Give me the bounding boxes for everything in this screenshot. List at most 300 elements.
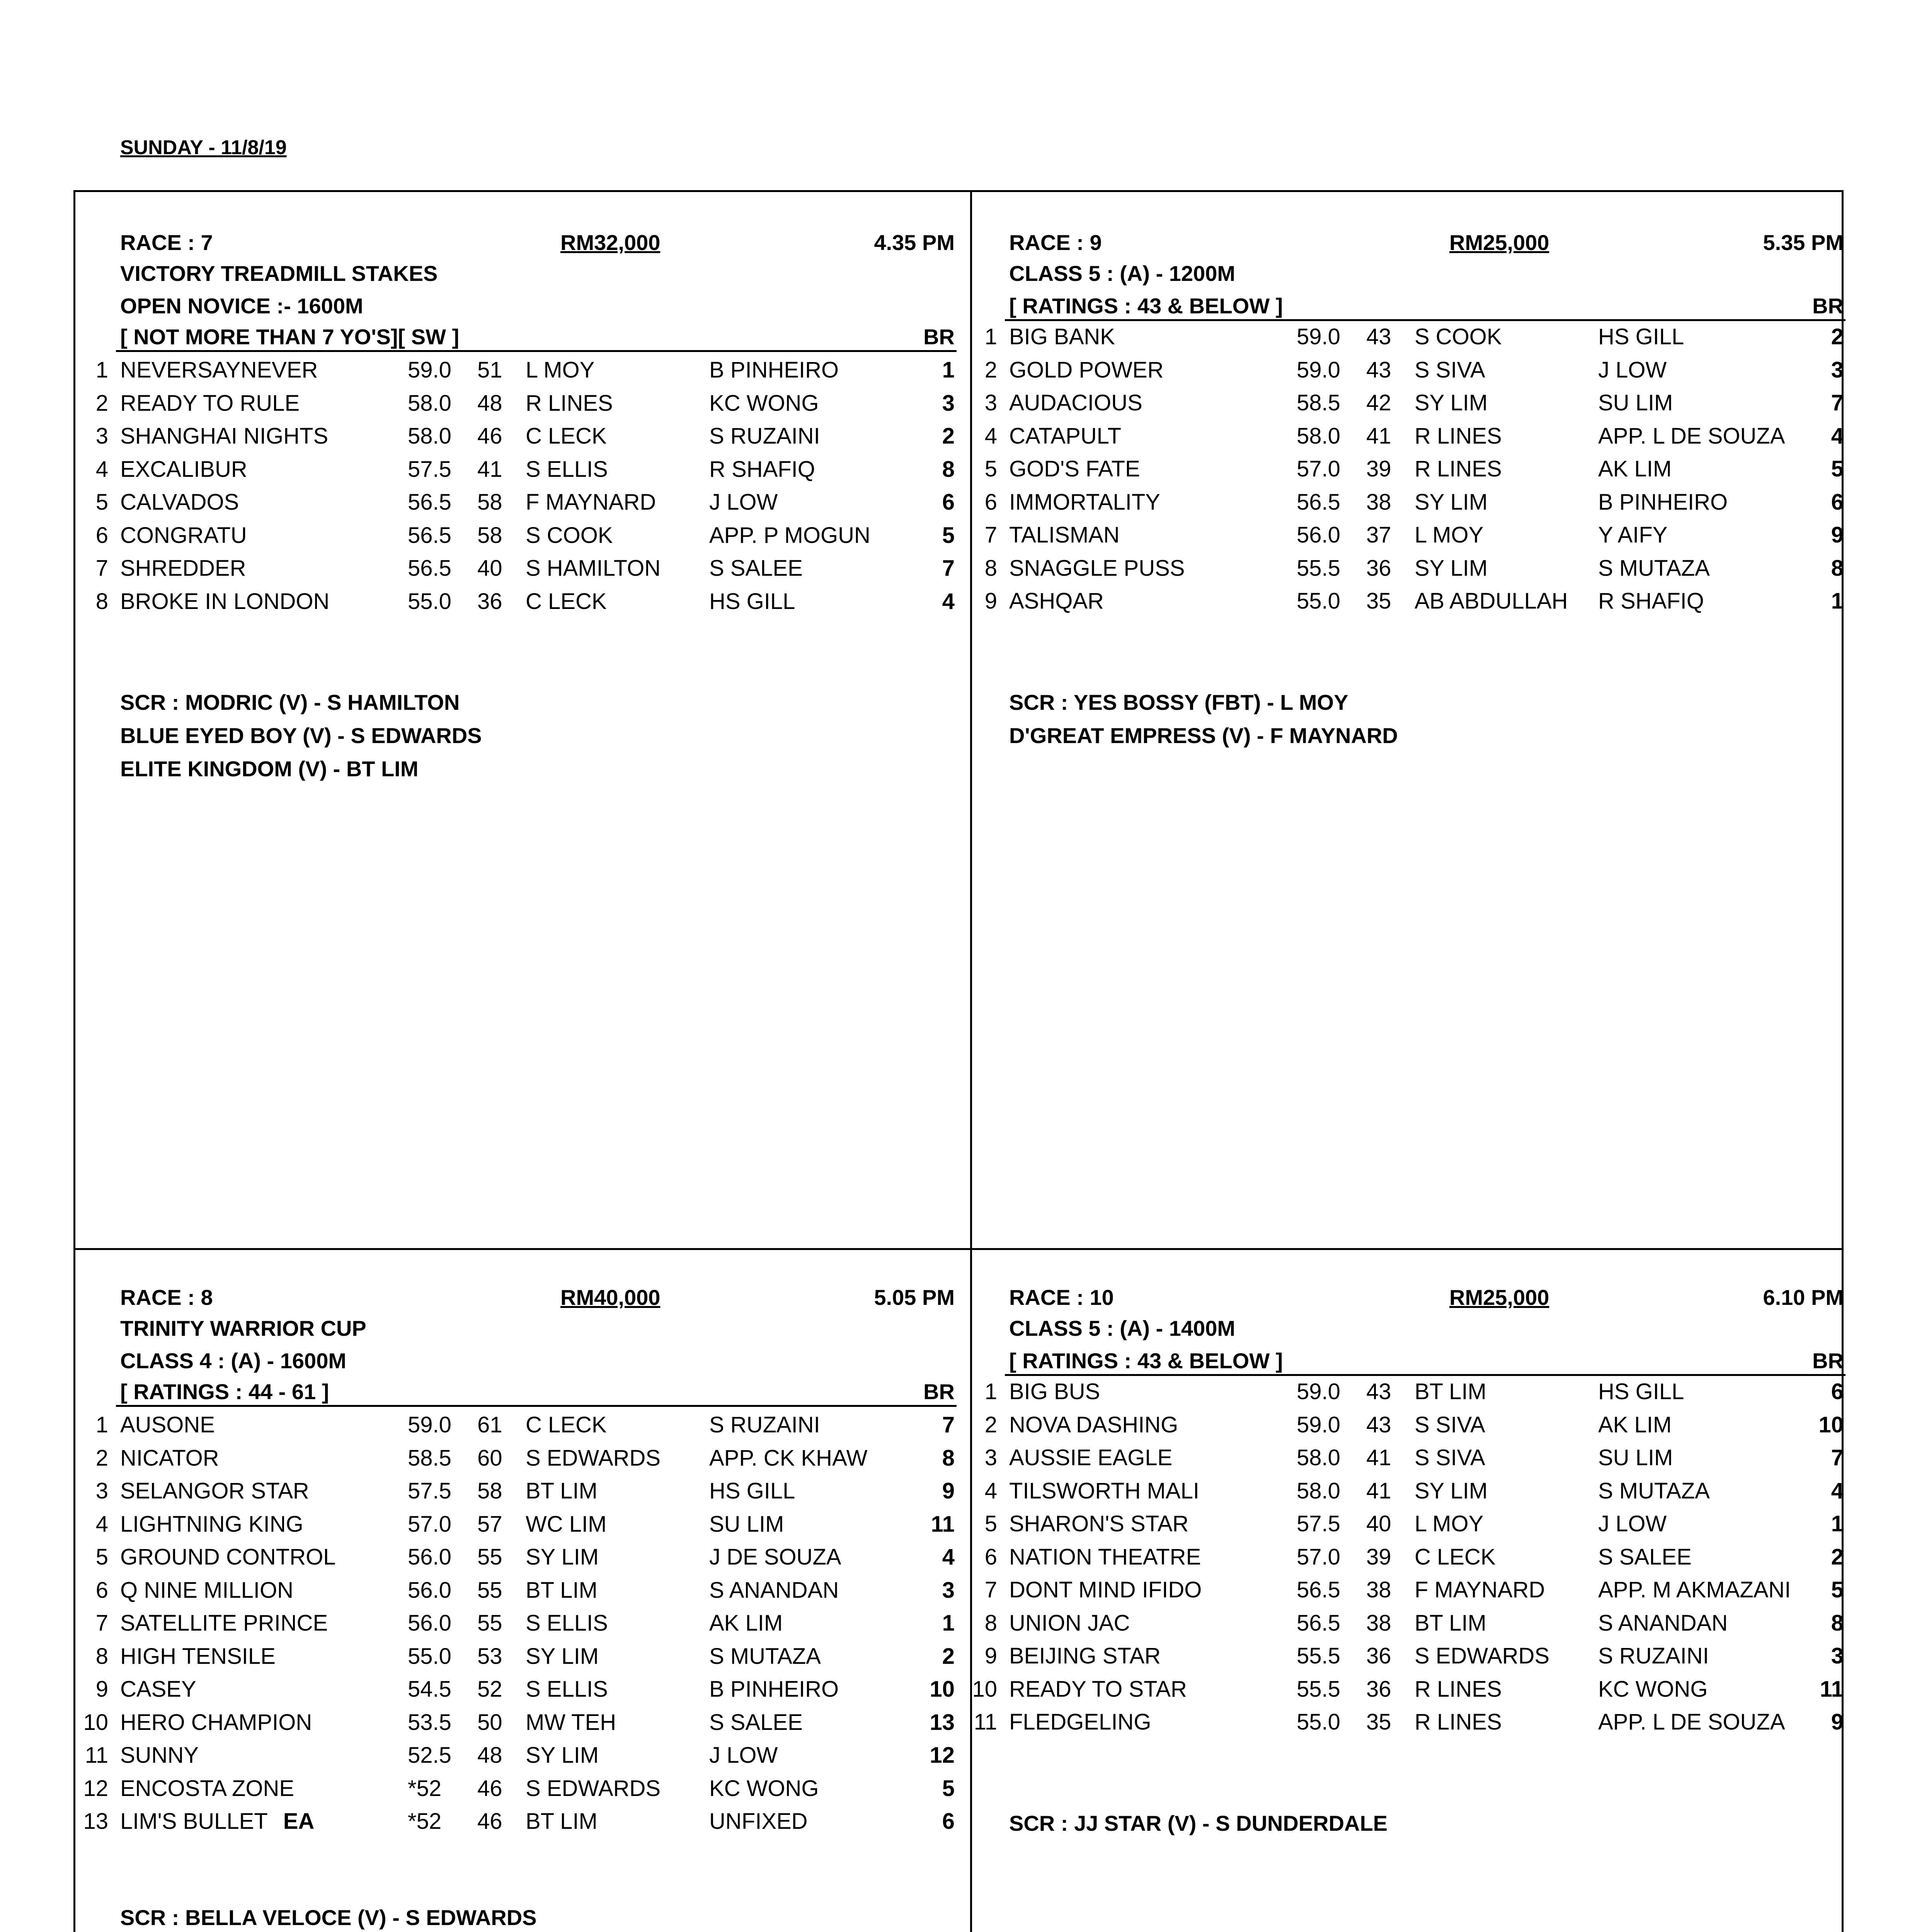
barrier: 6 [1831, 1379, 1844, 1404]
horse-name: SHARON'S STAR [1009, 1511, 1189, 1536]
barrier: 5 [1831, 1577, 1844, 1602]
horse-name: READY TO STAR [1009, 1676, 1187, 1702]
header-underline [116, 1405, 957, 1407]
header-underline [1005, 1374, 1845, 1376]
jockey: S EDWARDS [526, 1445, 661, 1471]
entry-number: 4 [984, 1478, 997, 1503]
jockey: SY LIM [526, 1743, 599, 1768]
barrier: 3 [1831, 357, 1844, 383]
entry-number: 4 [95, 456, 108, 482]
entry-number: 9 [984, 1643, 997, 1668]
barrier: 1 [942, 357, 955, 383]
barrier: 5 [1831, 456, 1844, 481]
trainer: AK LIM [709, 1611, 783, 1636]
horse-name: HERO CHAMPION [120, 1709, 312, 1735]
trainer: S SALEE [709, 556, 803, 581]
entry-row [889, 1442, 1855, 1473]
entry-number: 13 [83, 1809, 108, 1834]
jockey: C LECK [1415, 1544, 1496, 1570]
barrier: 4 [1831, 1478, 1844, 1503]
barrier: 4 [942, 588, 955, 614]
horse-name: FLEDGELING [1009, 1709, 1151, 1735]
entry-row [0, 586, 966, 617]
weight: 57.0 [1297, 456, 1340, 481]
entry-row [889, 1376, 1855, 1407]
trainer: SU LIM [709, 1511, 784, 1537]
trainer: AK LIM [1598, 1412, 1672, 1437]
entry-number: 10 [972, 1676, 997, 1702]
jockey: SY LIM [526, 1643, 599, 1669]
race-time: 6.10 PM [1763, 1285, 1844, 1310]
entry-row [0, 388, 966, 419]
horse-name: SNAGGLE PUSS [1009, 555, 1185, 581]
rating: 36 [1366, 555, 1391, 581]
entry-row [0, 1773, 966, 1804]
weight: 56.5 [408, 522, 451, 548]
weight: 56.5 [408, 556, 451, 581]
rating: 36 [477, 588, 502, 614]
rating: 41 [1366, 1445, 1391, 1470]
entry-number: 1 [95, 1412, 108, 1437]
trainer: APP. P MOGUN [709, 522, 870, 548]
entry-number: 5 [95, 1544, 108, 1570]
jockey: F MAYNARD [1415, 1577, 1545, 1602]
scratching-line: ELITE KINGDOM (V) - BT LIM [120, 757, 419, 781]
jockey: S ELLIS [526, 456, 608, 482]
rating: 50 [477, 1709, 502, 1735]
trainer: KC WONG [1598, 1676, 1708, 1702]
jockey: S SIVA [1415, 357, 1485, 383]
jockey: AB ABDULLAH [1415, 588, 1568, 614]
horse-name: AUDACIOUS [1009, 390, 1142, 415]
barrier: 5 [942, 1776, 955, 1801]
weight: 55.0 [1297, 1709, 1340, 1735]
barrier: 6 [1831, 489, 1844, 515]
entry-number: 1 [984, 1379, 997, 1404]
trainer: UNFIXED [709, 1809, 808, 1834]
barrier: 8 [1831, 1610, 1844, 1636]
rating: 41 [477, 456, 502, 482]
entry-row [0, 355, 966, 386]
trainer: APP. M AKMAZANI [1598, 1577, 1791, 1602]
rating: 48 [477, 1743, 502, 1768]
entry-row [889, 487, 1855, 518]
entry-row [0, 1509, 966, 1540]
entry-number: 11 [85, 1743, 108, 1768]
weight: 59.0 [1297, 1412, 1340, 1437]
weight: 57.0 [1297, 1544, 1340, 1570]
page-date: SUNDAY - 11/8/19 [120, 136, 287, 159]
jockey: S EDWARDS [1415, 1643, 1550, 1668]
horse-name: ENCOSTA ZONE [120, 1776, 295, 1801]
entry-number: 7 [984, 1577, 997, 1602]
weight: 59.0 [408, 357, 451, 383]
rating: 38 [1366, 1577, 1391, 1602]
jockey: C LECK [526, 1412, 607, 1437]
rating: 46 [477, 423, 502, 449]
trainer: J LOW [1598, 1511, 1667, 1536]
race-prize: RM25,000 [1449, 1285, 1549, 1310]
entry-row [0, 487, 966, 518]
rating: 57 [477, 1511, 502, 1537]
weight: 56.5 [1297, 1577, 1340, 1602]
barrier: 10 [930, 1677, 955, 1702]
horse-name: NICATOR [120, 1445, 219, 1471]
weight: 55.5 [1297, 1643, 1340, 1668]
jockey: MW TEH [526, 1709, 616, 1735]
jockey: S ELLIS [526, 1677, 608, 1702]
jockey: SY LIM [1415, 390, 1488, 415]
entry-number: 4 [984, 423, 997, 449]
rating: 46 [477, 1809, 502, 1834]
trainer: KC WONG [709, 390, 819, 416]
trainer: J LOW [709, 1743, 778, 1768]
entry-row [0, 1443, 966, 1474]
trainer: SU LIM [1598, 1445, 1673, 1470]
entry-number: 3 [95, 423, 108, 449]
rating: 40 [477, 556, 502, 581]
trainer: APP. L DE SOUZA [1598, 423, 1785, 449]
weight: 55.0 [1297, 588, 1340, 614]
weight: 56.0 [408, 1611, 451, 1636]
br-header: BR [1812, 1349, 1844, 1373]
entry-number: 10 [83, 1709, 108, 1735]
rating: 38 [1366, 489, 1391, 515]
scratching-line: SCR : BELLA VELOCE (V) - S EDWARDS [120, 1905, 537, 1930]
rating: 58 [477, 1478, 502, 1503]
barrier: 2 [1831, 1544, 1844, 1570]
entry-number: 3 [984, 390, 997, 415]
barrier: 2 [942, 423, 955, 449]
weight: 54.5 [408, 1677, 451, 1702]
race-name: CLASS 5 : (A) - 1200M [1009, 261, 1235, 286]
weight: 56.0 [408, 1544, 451, 1570]
entry-number: 2 [984, 1412, 997, 1437]
entry-number: 8 [984, 1610, 997, 1636]
weight: 56.0 [408, 1577, 451, 1603]
entry-row [0, 1674, 966, 1705]
rating: 55 [477, 1611, 502, 1636]
entry-number: 12 [83, 1776, 108, 1801]
jockey: SY LIM [1415, 555, 1488, 581]
barrier: 12 [930, 1743, 955, 1768]
barrier: 11 [931, 1511, 955, 1537]
barrier: 10 [1818, 1412, 1844, 1437]
horse-name: Q NINE MILLION [120, 1577, 293, 1603]
horse-name: BIG BANK [1009, 324, 1115, 349]
scratching-line: SCR : MODRIC (V) - S HAMILTON [120, 690, 460, 714]
jockey: L MOY [1415, 1511, 1484, 1536]
trainer: J LOW [1598, 357, 1667, 383]
entry-row [889, 1509, 1855, 1539]
rating: 48 [477, 390, 502, 416]
horse-name: UNION JAC [1009, 1610, 1130, 1636]
entry-number: 6 [95, 1577, 108, 1603]
race-prize: RM32,000 [560, 230, 661, 255]
race-time: 5.05 PM [874, 1285, 955, 1310]
jockey: S COOK [1415, 324, 1502, 349]
rating: 58 [477, 522, 502, 548]
barrier: 2 [1831, 324, 1844, 349]
horse-name: SHANGHAI NIGHTS [120, 423, 329, 449]
barrier: 3 [942, 390, 955, 416]
weight: *52 [408, 1809, 442, 1834]
entry-row [889, 355, 1855, 386]
entry-row [0, 421, 966, 452]
entry-row [0, 1806, 966, 1837]
weight: 52.5 [408, 1743, 451, 1768]
entry-number: 8 [95, 1643, 108, 1669]
weight: 57.5 [408, 456, 451, 482]
jockey: BT LIM [526, 1809, 598, 1834]
race-number: RACE : 8 [120, 1285, 213, 1310]
weight: *52 [408, 1776, 442, 1801]
barrier: 9 [942, 1478, 955, 1503]
race-prize: RM40,000 [560, 1285, 661, 1310]
jockey: SY LIM [526, 1544, 599, 1570]
jockey: R LINES [1415, 1676, 1502, 1702]
trainer: B PINHEIRO [709, 357, 839, 383]
horse-name: SELANGOR STAR [120, 1478, 309, 1503]
entry-row [889, 421, 1855, 452]
race-conditions: [ NOT MORE THAN 7 YO'S][ SW ] [120, 325, 460, 349]
race-prize: RM25,000 [1449, 230, 1549, 255]
weight: 58.0 [408, 423, 451, 449]
entry-number: 8 [984, 555, 997, 581]
race-class: CLASS 4 : (A) - 1600M [120, 1349, 346, 1373]
horse-name: AUSONE [120, 1412, 215, 1437]
trainer: S MUTAZA [709, 1643, 821, 1669]
weight: 59.0 [1297, 324, 1340, 349]
rating: 38 [1366, 1610, 1391, 1636]
entry-number: 6 [984, 489, 997, 515]
trainer: S RUZAINI [1598, 1643, 1709, 1668]
barrier: 1 [942, 1611, 955, 1636]
race-number: RACE : 7 [120, 230, 213, 255]
entry-row [0, 1641, 966, 1672]
horse-name: HIGH TENSILE [120, 1643, 276, 1669]
jockey: BT LIM [1415, 1610, 1486, 1636]
horse-name: GROUND CONTROL [120, 1544, 336, 1570]
scratching-line: BLUE EYED BOY (V) - S EDWARDS [120, 723, 482, 748]
rating: 46 [477, 1776, 502, 1801]
barrier: 7 [942, 1412, 955, 1437]
header-underline [116, 350, 957, 352]
race-class: [ RATINGS : 43 & BELOW ] [1009, 1349, 1283, 1373]
barrier: 1 [1831, 1511, 1844, 1536]
jockey: L MOY [1415, 522, 1484, 548]
jockey: S SIVA [1415, 1445, 1485, 1470]
horse-name: GOD'S FATE [1009, 456, 1140, 481]
entry-number: 2 [95, 1445, 108, 1471]
entry-row [889, 1608, 1855, 1639]
entry-number: 7 [95, 556, 108, 581]
weight: 55.5 [1297, 1676, 1340, 1702]
barrier: 3 [1831, 1643, 1844, 1668]
barrier: 4 [1831, 423, 1844, 449]
rating: 43 [1366, 324, 1391, 349]
trainer: S SALEE [709, 1709, 803, 1735]
rating: 35 [1366, 1709, 1391, 1735]
horse-name: EXCALIBUR [120, 456, 247, 482]
horse-name: BIG BUS [1009, 1379, 1100, 1404]
horse-name: SATELLITE PRINCE [120, 1611, 328, 1636]
trainer: AK LIM [1598, 456, 1672, 481]
entry-row [0, 520, 966, 551]
entry-flag: EA [283, 1809, 315, 1834]
entry-number: 3 [984, 1445, 997, 1470]
horse-name: NATION THEATRE [1009, 1544, 1201, 1570]
entry-row [889, 1542, 1855, 1573]
weight: 59.0 [1297, 1379, 1340, 1404]
scratching-line: SCR : YES BOSSY (FBT) - L MOY [1009, 690, 1348, 714]
race-number: RACE : 10 [1009, 1285, 1114, 1310]
scratchings [1009, 686, 1398, 752]
entry-row [889, 1707, 1855, 1738]
barrier: 8 [942, 456, 955, 482]
entry-row [0, 1542, 966, 1573]
jockey: R LINES [1415, 456, 1502, 481]
horse-name: AUSSIE EAGLE [1009, 1445, 1173, 1470]
jockey: R LINES [1415, 423, 1502, 449]
race-name: TRINITY WARRIOR CUP [120, 1316, 366, 1340]
trainer: J LOW [709, 490, 778, 515]
barrier: 3 [942, 1577, 955, 1603]
scratchings [1009, 1807, 1388, 1840]
rating: 39 [1366, 456, 1391, 481]
barrier: 6 [942, 490, 955, 515]
weight: 58.0 [1297, 423, 1340, 449]
trainer: B PINHEIRO [709, 1677, 839, 1702]
weight: 56.5 [1297, 489, 1340, 515]
entry-number: 2 [95, 390, 108, 416]
entry-number: 1 [95, 357, 108, 383]
entry-number: 5 [984, 1511, 997, 1536]
rating: 58 [477, 490, 502, 515]
horse-name: READY TO RULE [120, 390, 300, 416]
horse-name: SHREDDER [120, 556, 246, 581]
horse-name: DONT MIND IFIDO [1009, 1577, 1202, 1602]
trainer: APP. L DE SOUZA [1598, 1709, 1785, 1735]
barrier: 8 [942, 1445, 955, 1471]
horse-name: TALISMAN [1009, 522, 1120, 548]
scratching-line: D'GREAT EMPRESS (V) - F MAYNARD [1009, 723, 1398, 748]
barrier: 9 [1831, 522, 1844, 548]
trainer: S ANANDAN [709, 1577, 839, 1603]
trainer: HS GILL [709, 1478, 795, 1503]
horse-name: LIGHTNING KING [120, 1511, 303, 1537]
weight: 57.5 [1297, 1511, 1340, 1536]
horse-name: CONGRATU [120, 522, 247, 548]
race-time: 4.35 PM [874, 230, 955, 255]
trainer: J DE SOUZA [709, 1544, 841, 1570]
horse-name: CALVADOS [120, 490, 239, 515]
entry-number: 9 [984, 588, 997, 614]
rating: 40 [1366, 1511, 1391, 1536]
entry-row [889, 388, 1855, 418]
weight: 59.0 [1297, 357, 1340, 383]
barrier: 7 [1831, 1445, 1844, 1470]
br-header: BR [923, 1379, 955, 1404]
jockey: C LECK [526, 423, 607, 449]
weight: 58.0 [1297, 1478, 1340, 1503]
br-header: BR [1812, 294, 1844, 318]
entry-number: 4 [95, 1511, 108, 1537]
entry-row [889, 321, 1855, 352]
scratchings [120, 686, 482, 786]
entry-row [0, 553, 966, 584]
jockey: S SIVA [1415, 1412, 1485, 1437]
weight: 57.0 [408, 1511, 451, 1537]
entry-row [889, 520, 1855, 551]
trainer: S ANANDAN [1598, 1610, 1728, 1636]
race-time: 5.35 PM [1763, 230, 1844, 255]
horse-name: BROKE IN LONDON [120, 588, 330, 614]
horse-name: CATAPULT [1009, 423, 1122, 449]
entry-number: 6 [95, 522, 108, 548]
entry-number: 6 [984, 1544, 997, 1570]
weight: 55.0 [408, 588, 451, 614]
entry-number: 5 [95, 490, 108, 515]
trainer: HS GILL [1598, 324, 1684, 349]
trainer: B PINHEIRO [1598, 489, 1728, 515]
rating: 61 [477, 1412, 502, 1437]
horse-name: LIM'S BULLET EA [120, 1809, 315, 1834]
entry-number: 9 [95, 1677, 108, 1702]
horse-name: NOVA DASHING [1009, 1412, 1178, 1437]
entry-row [0, 1575, 966, 1606]
weight: 53.5 [408, 1709, 451, 1735]
entry-number: 2 [984, 357, 997, 383]
row-divider-1 [73, 1248, 1844, 1250]
horse-name: GOLD POWER [1009, 357, 1164, 383]
barrier: 2 [942, 1643, 955, 1669]
barrier: 5 [942, 522, 955, 548]
rating: 55 [477, 1577, 502, 1603]
trainer: S MUTAZA [1598, 1478, 1710, 1503]
entry-number: 7 [95, 1611, 108, 1636]
horse-name: BEIJING STAR [1009, 1643, 1161, 1668]
trainer: HS GILL [1598, 1379, 1684, 1404]
trainer: S SALEE [1598, 1544, 1692, 1570]
weight: 59.0 [408, 1412, 451, 1437]
rating: 42 [1366, 390, 1391, 415]
weight: 57.5 [408, 1478, 451, 1503]
jockey: C LECK [526, 588, 607, 614]
weight: 56.5 [408, 490, 451, 515]
entry-number: 8 [95, 588, 108, 614]
weight: 55.5 [1297, 555, 1340, 581]
rating: 41 [1366, 1478, 1391, 1503]
jockey: R LINES [1415, 1709, 1502, 1735]
entry-row [889, 1641, 1855, 1672]
rating: 55 [477, 1544, 502, 1570]
barrier: 7 [942, 556, 955, 581]
barrier: 8 [1831, 555, 1844, 581]
entry-row [0, 1608, 966, 1639]
scratching-line: SCR : JJ STAR (V) - S DUNDERDALE [1009, 1811, 1388, 1835]
entry-row [889, 1476, 1855, 1507]
barrier: 9 [1831, 1709, 1844, 1735]
trainer: S RUZAINI [709, 423, 820, 449]
jockey: S COOK [526, 522, 613, 548]
trainer: SU LIM [1598, 390, 1673, 415]
entry-number: 5 [984, 456, 997, 481]
scratchings [120, 1901, 557, 1932]
rating: 53 [477, 1643, 502, 1669]
barrier: 1 [1831, 588, 1844, 614]
horse-name: ASHQAR [1009, 588, 1104, 614]
